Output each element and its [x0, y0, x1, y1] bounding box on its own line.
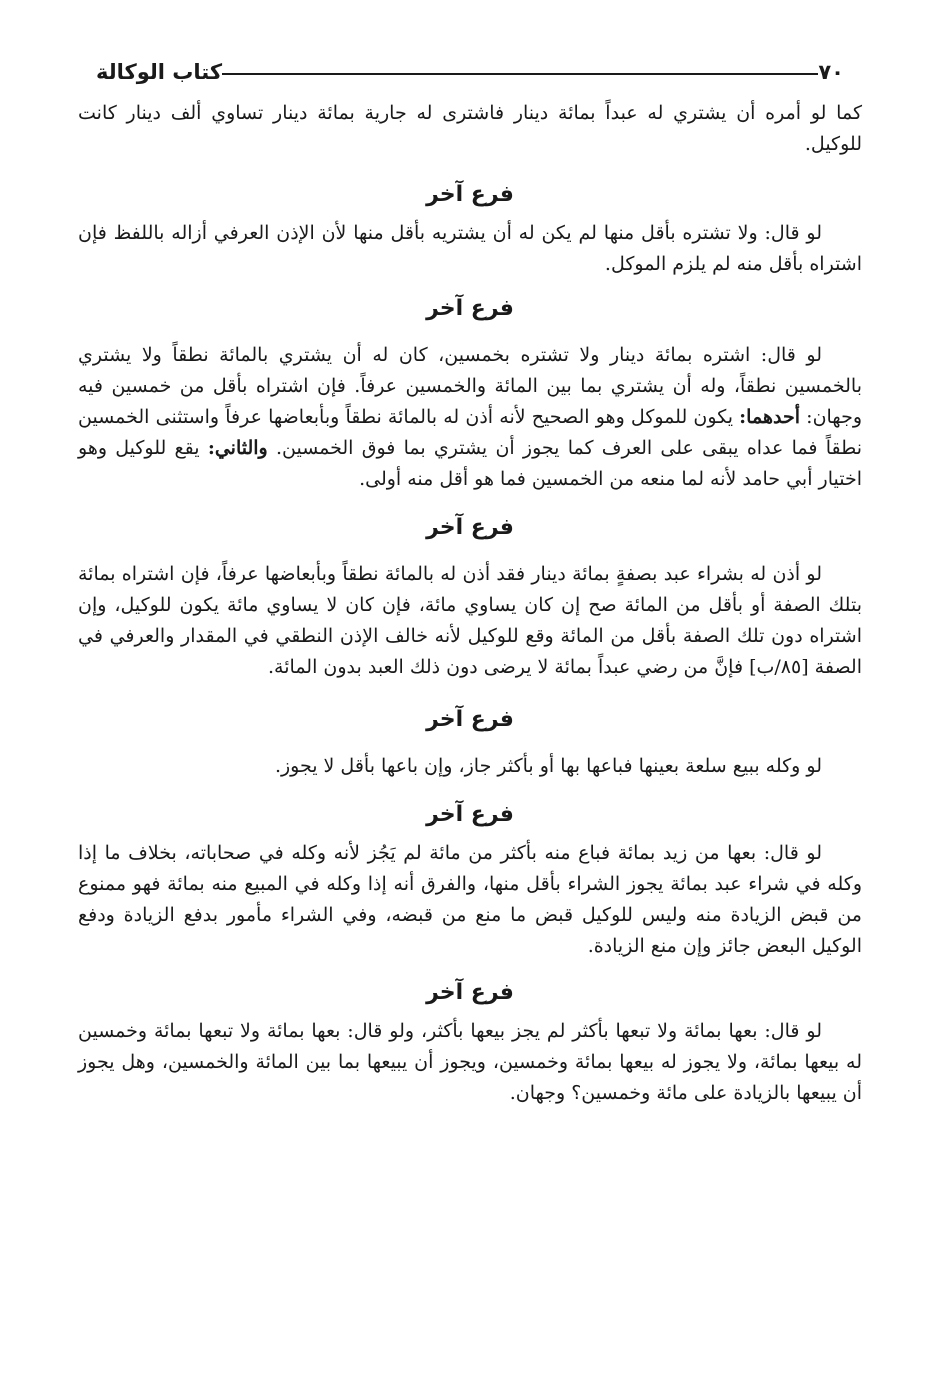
- section-paragraph: لو قال: ولا تشتره بأقل منها لم يكن له أن يشتريه بأقل منها لأن الإذن العرفي أزاله باللفظ فإن اشتراه بأقل منه لم يلزم الموكل.: [78, 222, 862, 275]
- page-header: [78, 52, 862, 92]
- section-heading: فرع آخر: [426, 802, 514, 827]
- second-view-label: والثاني:: [207, 437, 268, 459]
- section-heading: فرع آخر: [426, 296, 514, 321]
- first-view-label: أحدهما:: [739, 406, 800, 428]
- paragraph-text: يقع للوكيل وهو اختيار أبي حامد لأنه لما منعه من الخمسين فما هو أقل منه أولى.: [78, 437, 862, 490]
- section-heading: فرع آخر: [426, 182, 514, 207]
- section-paragraph: لو أذن له بشراء عبد بصفةٍ بمائة دينار فقد أذن له بالمائة نطقاً وبأبعاضها عرفاً، فإن اشتراه بمائة بتلك الصفة أو بأقل من المائة صح إن كان يساوي مائة، فإن كان لا يساوي مائة يكون للوكيل، وإن اشتراه دون تلك الصفة بأقل من المائة وقع للوكيل لأنه خالف الإذن النطقي في المقدار والعرفي في الصفة [٨٥/ب] فإنَّ من رضي عبداً بمائة لا يرضى دون ذلك العبد بدون المائة.: [78, 563, 862, 678]
- intro-paragraph: كما لو أمره أن يشتري له عبداً بمائة دينار فاشترى له جارية بمائة دينار تساوي ألف دينار كانت للوكيل.: [78, 102, 862, 155]
- section-paragraph: لو وكله ببيع سلعة بعينها فباعها بها أو بأكثر جاز، وإن باعها بأقل لا يجوز.: [274, 755, 822, 777]
- section-paragraph: لو قال: بعها من زيد بمائة فباع منه بأكثر من مائة لم يَجُز لأنه وكله في صحاباته، بخلاف ما إذا وكله في شراء عبد بمائة يجوز الشراء بأقل منها، والفرق أنه إذا وكله في المبيع منه بمائة فهو ممنوع من قبض الزيادة منه وليس للوكيل قبض ما منع من قبضه، وفي الشراء مأمور بدفع الزيادة ودفع الوكيل البعض جائز وإن منع الزيادة.: [78, 842, 862, 957]
- paragraph-text: لو قال: اشتره بمائة دينار ولا تشتره بخمسين، كان له أن يشتري بالمائة نطقاً ولا يشتري بالخمسين نطقاً، وله أن يشتري بما بين المائة والخمسين عرفاً. فإن اشتراه بأقل من خمسين فيه وجهان:: [78, 344, 862, 428]
- header-rule: [222, 73, 818, 75]
- book-title: كتاب الوكالة: [96, 60, 223, 84]
- paragraph-text: يكون للموكل وهو الصحيح لأنه أذن له بالمائة نطقاً وبأبعاضها عرفاً واستثنى الخمسين نطقاً فما عداه يبقى على العرف كما يجوز أن يشتري بما فوق الخمسين.: [78, 406, 862, 459]
- section-heading: فرع آخر: [426, 707, 514, 732]
- section-paragraph: لو قال: بعها بمائة ولا تبعها بأكثر لم يجز بيعها بأكثر، ولو قال: بعها بمائة ولا تبعها بمائة وخمسين له بيعها بمائة، ولا يجوز له بيعها بمائة وخمسين، ويجوز أن يبيعها بما بين المائة والخمسين، وهل يجوز أن يبيعها بالزيادة على مائة وخمسين؟ وجهان.: [78, 1020, 862, 1104]
- section-paragraph: [78, 340, 862, 495]
- section-heading: فرع آخر: [426, 515, 514, 540]
- document-page: [78, 52, 862, 1109]
- page-number: ٧٠: [818, 60, 844, 84]
- section-heading: فرع آخر: [426, 980, 514, 1005]
